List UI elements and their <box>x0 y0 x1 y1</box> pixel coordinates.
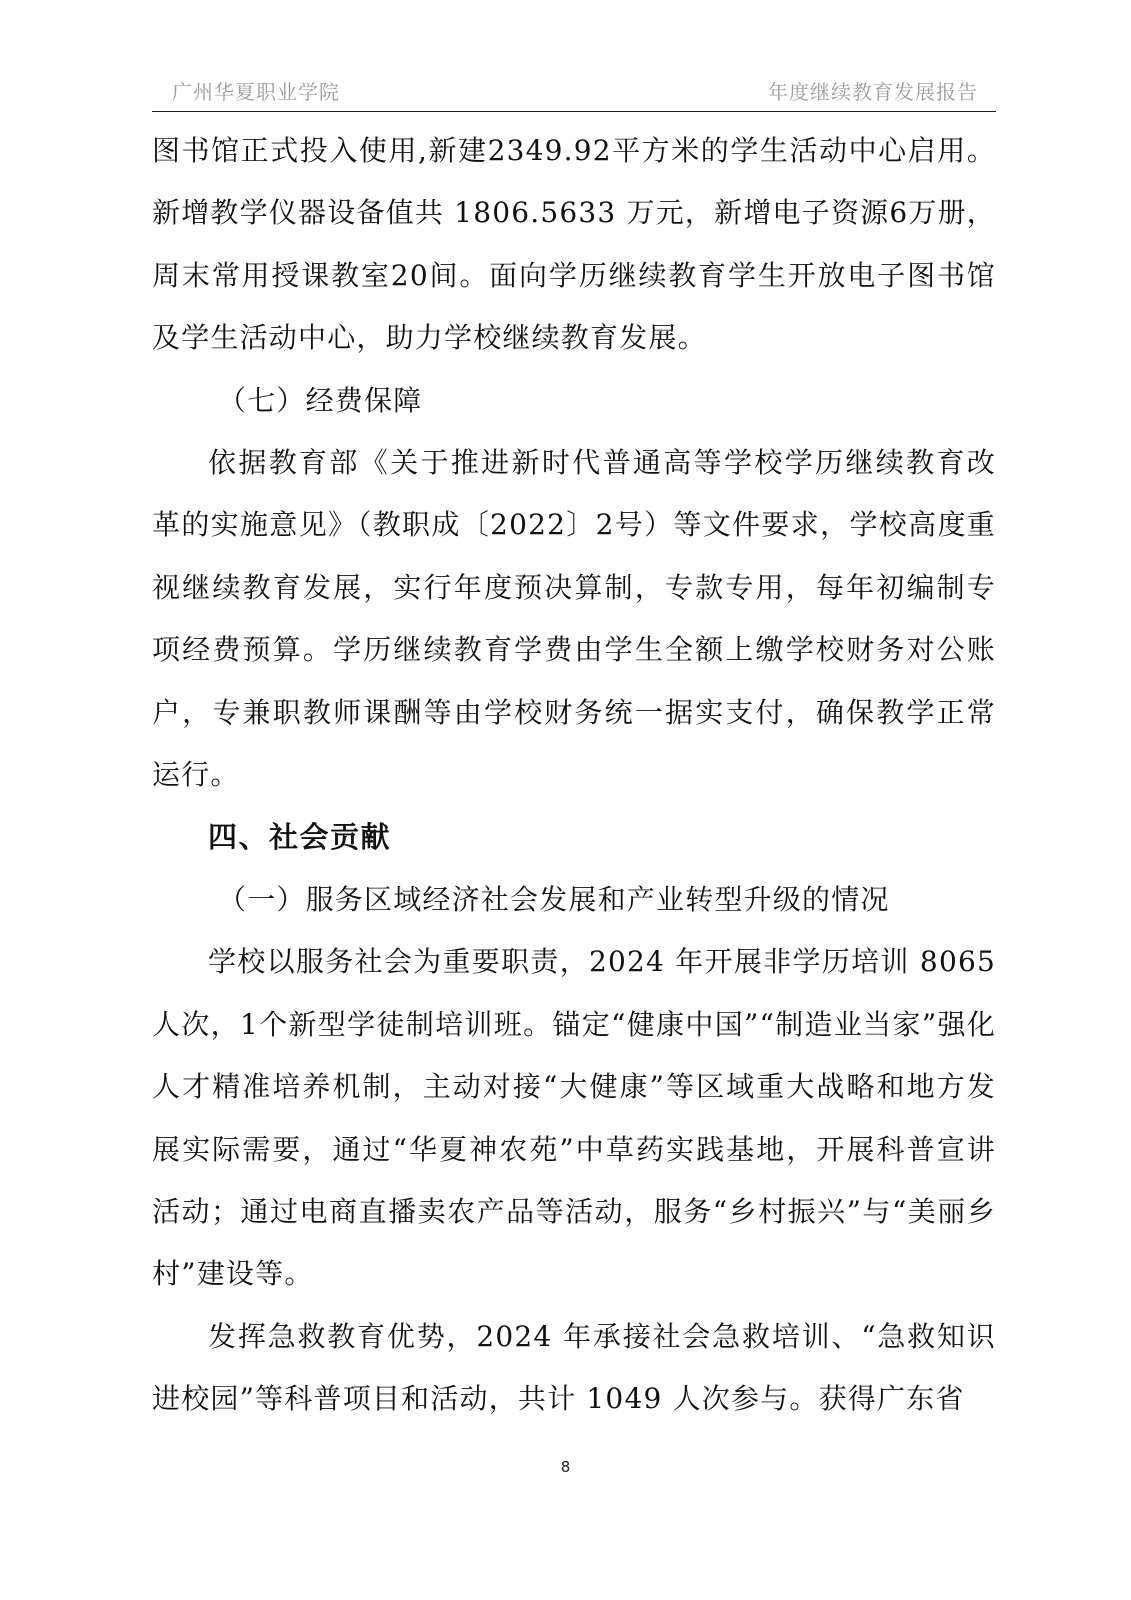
paragraph-first-aid: 发挥急救教育优势，2024 年承接社会急救培训、“急救知识进校园”等科普项目和活动，共计 1049 人次参与。获得广东省 <box>152 1319 996 1416</box>
paragraph-funding: 依据教育部《关于推进新时代普通高等学校学历继续教育改革的实施意见》（教职成〔2022〕2号）等文件要求，学校高度重视继续教育发展，实行年度预决算制，专款专用，每年初编制专项经费预算。学历继续教育学费由学生全额上缴学校财务对公账户，专兼职教师课酬等由学校财务统一据实支付，确保教学正常运行。 <box>152 446 996 792</box>
page-number: 8 <box>560 1458 571 1476</box>
paragraph-regional-service: 学校以服务社会为重要职责，2024 年开展非学历培训 8065人次，1个新型学徒制培训班。锚定“健康中国”“制造业当家”强化人才精准培养机制，主动对接“大健康”等区域重大战略和地方发展实际需要，通过“华夏神农苑”中草药实践基地，开展科普宣讲活动；通过电商直播卖农产品等活动，服务“乡村振兴”与“美丽乡村”建设等。 <box>152 945 996 1291</box>
header-report-title: 年度继续教育发展报告 <box>768 80 978 104</box>
paragraph-facilities: 图书馆正式投入使用,新建2349.92平方米的学生活动中心启用。新增教学仪器设备值共 1806.5633 万元，新增电子资源6万册，周末常用授课教室20间。面向学历继续教育学生开放电子图书馆及学生活动中心，助力学校继续教育发展。 <box>152 134 996 355</box>
document-body <box>152 120 996 1431</box>
section-heading-social-contribution: 四、社会贡献 <box>208 820 392 855</box>
subheading-funding: （七）经费保障 <box>218 383 423 417</box>
header-school-name: 广州华夏职业学院 <box>172 80 340 104</box>
subheading-regional-service: （一）服务区域经济社会发展和产业转型升级的情况 <box>218 882 890 916</box>
page-header <box>152 78 996 112</box>
